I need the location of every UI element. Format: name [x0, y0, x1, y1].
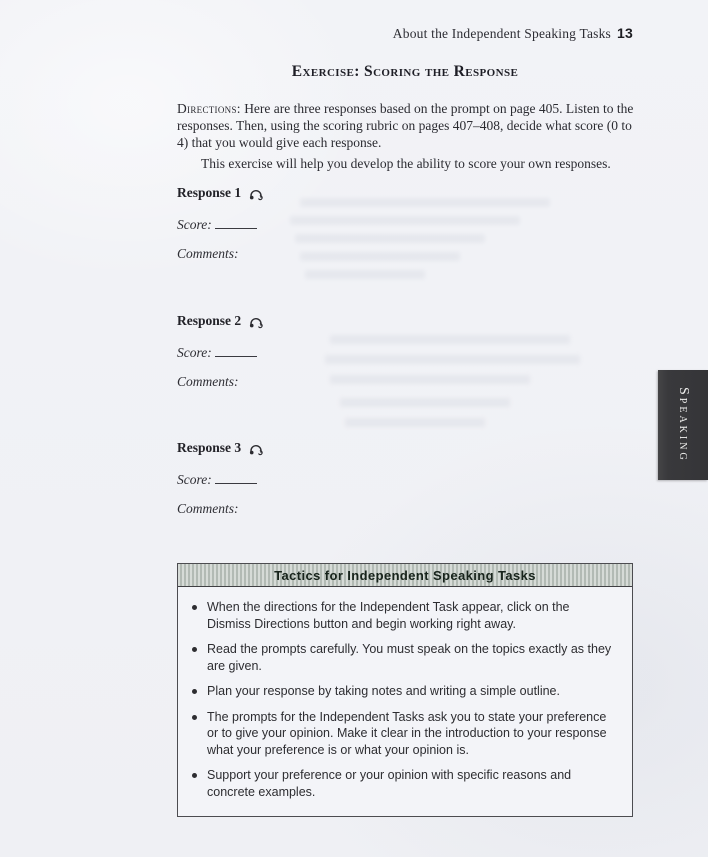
headphones-icon — [248, 187, 264, 202]
response-3-heading — [177, 440, 477, 456]
running-head — [393, 25, 633, 42]
list-item — [192, 683, 616, 700]
bullet-icon — [192, 715, 197, 720]
response-1-label: Response 1 — [177, 185, 242, 200]
score-blank — [215, 344, 257, 357]
section-tab-label: Speaking — [676, 387, 691, 463]
bullet-text: Read the prompts carefully. You must speak on the topics exactly as they are given. — [207, 642, 612, 673]
running-head-title: About the Independent Speaking Tasks — [392, 26, 612, 41]
score-line — [177, 216, 477, 233]
score-label: Score: — [177, 472, 212, 487]
list-item — [192, 599, 616, 632]
list-item — [192, 641, 616, 674]
bullet-text: The prompts for the Independent Tasks ask you to state your preference or to give your opinion. Make it clear in the introduction to your response what your preference is or what your opinion is. — [207, 709, 607, 757]
exercise-note: This exercise will help you develop the ability to score your own responses. — [201, 156, 611, 171]
tactics-box — [177, 563, 633, 817]
comments-label: Comments: — [177, 374, 239, 389]
bullet-icon — [192, 647, 197, 652]
score-label: Score: — [177, 217, 212, 232]
response-2-heading — [177, 313, 477, 329]
response-block-3 — [177, 440, 477, 517]
bullet-text: Support your preference or your opinion with specific reasons and concrete examples. — [207, 768, 572, 799]
directions-label: Directions: — [177, 101, 241, 116]
page-showthrough — [345, 418, 485, 427]
page-showthrough — [305, 270, 425, 279]
bullet-icon — [192, 605, 197, 610]
response-block-1 — [177, 185, 477, 262]
score-blank — [215, 216, 257, 229]
headphones-icon — [248, 315, 264, 330]
bullet-text: When the directions for the Independent Task appear, click on the Dismiss Directions button and begin working right away. — [207, 600, 570, 631]
score-line — [177, 471, 477, 488]
response-2-label: Response 2 — [177, 313, 242, 328]
bullet-text: Plan your response by taking notes and writing a simple outline. — [207, 684, 560, 698]
response-1-heading — [177, 185, 477, 201]
tactics-box-title: Tactics for Independent Speaking Tasks — [178, 564, 632, 587]
score-line — [177, 344, 477, 361]
bullet-icon — [192, 773, 197, 778]
exercise-title: Exercise: Scoring the Response — [291, 63, 519, 80]
comments-label: Comments: — [177, 501, 239, 516]
list-item — [192, 767, 616, 800]
directions-text: Here are three responses based on the prompt on page 405. Listen to the responses. Then, using the scoring rubric on pages 407–408, decide what score (0 to 4) that you would give each response. — [177, 101, 634, 150]
list-item — [192, 709, 616, 759]
tactics-box-body — [178, 587, 632, 816]
page-number: 13 — [617, 25, 633, 41]
score-blank — [215, 471, 257, 484]
bullet-icon — [192, 689, 197, 694]
page-showthrough — [340, 398, 510, 407]
score-label: Score: — [177, 345, 212, 360]
comments-label: Comments: — [177, 246, 239, 261]
headphones-icon — [248, 442, 264, 457]
directions-paragraph — [177, 100, 635, 151]
response-3-label: Response 3 — [177, 440, 242, 455]
section-tab-speaking — [658, 370, 708, 480]
response-block-2 — [177, 313, 477, 390]
